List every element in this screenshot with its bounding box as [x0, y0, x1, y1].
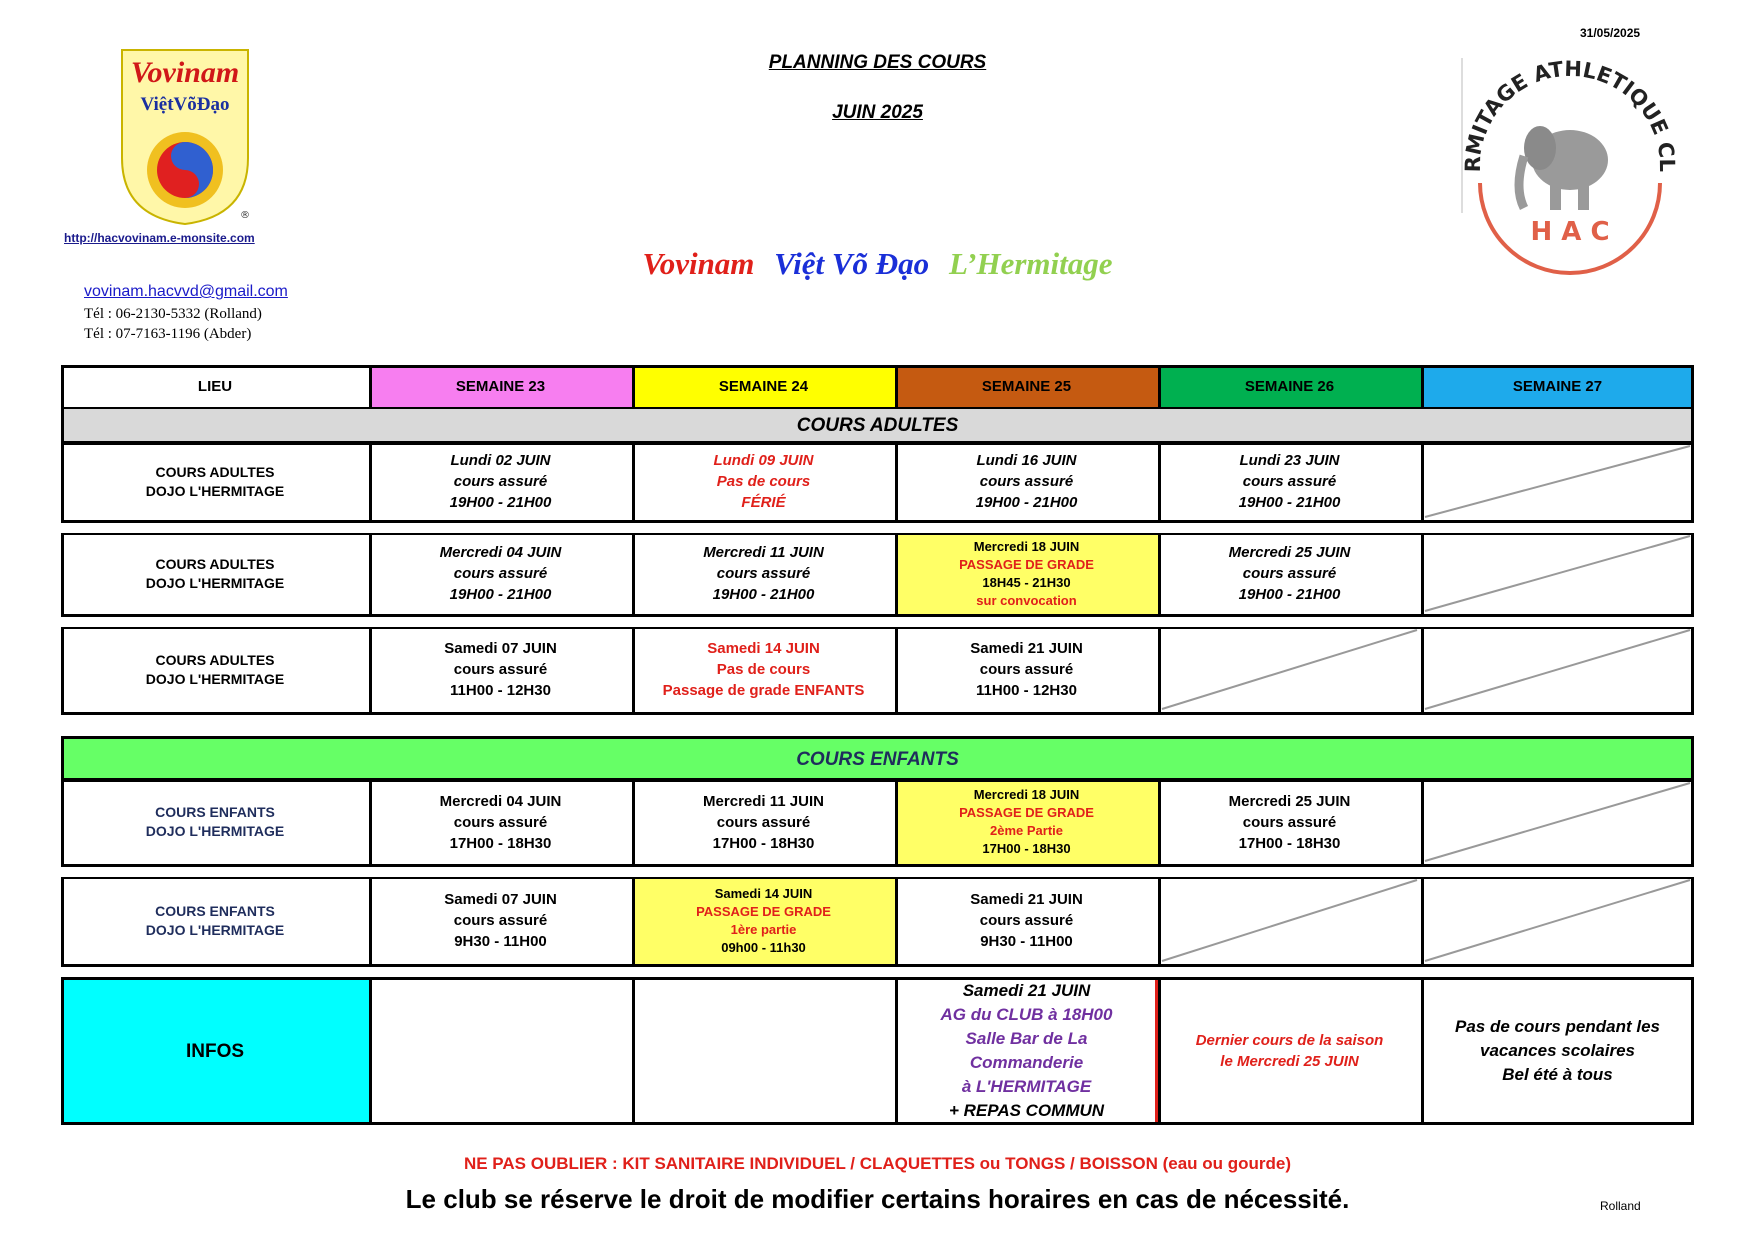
cell-line: cours assuré	[453, 473, 548, 490]
grid-line	[61, 1122, 1694, 1125]
cell-line: cours assuré	[1242, 565, 1337, 582]
cell-line: Lundi 09 JUIN	[713, 452, 814, 469]
grid-line	[1421, 365, 1424, 407]
grid-line	[632, 877, 635, 964]
infos-label: INFOS	[61, 977, 369, 1125]
grid-line	[61, 520, 1694, 522]
brand-hermitage: L’Hermitage	[948, 246, 1113, 281]
cell-line: le Mercredi 25 JUIN	[1220, 1053, 1359, 1070]
cell-line: cours assuré	[979, 912, 1074, 929]
cell-line: Salle Bar de La	[965, 1029, 1088, 1048]
grid-line	[1158, 780, 1161, 864]
grid-line	[61, 977, 1694, 980]
cell-line: 19H00 - 21H00	[975, 494, 1078, 511]
empty-cell-slash	[1421, 627, 1694, 712]
cell-line: AG du CLUB à 18H00	[940, 1005, 1113, 1024]
cell-line: 19H00 - 21H00	[1238, 494, 1341, 511]
header-cell: SEMAINE 26	[1158, 365, 1421, 407]
cell-line: cours assuré	[1242, 813, 1337, 831]
schedule-cell	[1158, 533, 1421, 614]
cell-line: à L'HERMITAGE	[961, 1077, 1092, 1096]
grid-line	[895, 627, 898, 712]
grid-line	[632, 627, 635, 712]
cell-line: DOJO L'HERMITAGE	[145, 823, 285, 839]
brand-vovinam: Vovinam	[642, 246, 755, 281]
grid-line	[61, 365, 64, 407]
cell-line: sur convocation	[976, 592, 1077, 608]
cell-line: Mercredi 11 JUIN	[703, 544, 824, 561]
lieu-cell	[61, 780, 369, 864]
cell-line: vacances scolaires	[1479, 1041, 1635, 1060]
cell-line: Samedi 14 JUIN	[714, 885, 813, 901]
cell-line: Pas de cours	[716, 661, 811, 678]
grid-line	[632, 443, 635, 520]
cell-line: DOJO L'HERMITAGE	[145, 921, 285, 938]
grid-line	[1691, 365, 1694, 407]
cell-line: cours assuré	[716, 813, 811, 831]
grid-line	[61, 864, 1694, 866]
grid-line	[61, 443, 64, 520]
cell-line: Bel été à tous	[1502, 1065, 1613, 1084]
schedule-cell	[895, 627, 1158, 712]
schedule-cell	[632, 877, 895, 964]
cell-line: Samedi 21 JUIN	[962, 981, 1091, 1000]
header-cell: SEMAINE 24	[632, 365, 895, 407]
cell-line: COURS ENFANTS	[155, 804, 275, 820]
header-cell: SEMAINE 23	[369, 365, 632, 407]
band-enfants: COURS ENFANTS	[61, 738, 1694, 780]
cell-line: Lundi 16 JUIN	[976, 452, 1077, 469]
grid-line	[1158, 977, 1161, 1125]
cell-line: Dernier cours de la saison	[1195, 1032, 1384, 1049]
cell-line: Samedi 07 JUIN	[444, 640, 557, 657]
cell-line: Samedi 21 JUIN	[970, 640, 1083, 657]
empty-cell-slash	[1421, 443, 1694, 520]
cell-line: 09h00 - 11h30	[721, 939, 806, 955]
cell-line: DOJO L'HERMITAGE	[145, 482, 285, 499]
schedule-cell	[1158, 443, 1421, 520]
grid-line	[1691, 780, 1694, 864]
cell-line: Mercredi 04 JUIN	[439, 544, 562, 561]
grid-line	[61, 627, 64, 712]
grid-line	[61, 736, 1694, 739]
cell-line: 11H00 - 12H30	[976, 682, 1077, 699]
page-title: PLANNING DES COURS	[768, 52, 987, 73]
cell-line: FÉRIÉ	[741, 494, 786, 511]
grid-line	[61, 977, 64, 1125]
cell-line: Mercredi 18 JUIN	[973, 787, 1080, 802]
empty-cell-slash	[1421, 533, 1694, 614]
grid-line	[1421, 443, 1424, 520]
cell-line: 1ère partie	[730, 921, 797, 937]
cell-line: COURS ADULTES	[155, 555, 275, 572]
grid-line	[1421, 627, 1424, 712]
grid-line	[1158, 365, 1161, 407]
schedule-cell	[369, 877, 632, 964]
cell-line: Mercredi 18 JUIN	[973, 538, 1080, 554]
schedule-cell	[632, 780, 895, 864]
page-month: JUIN 2025	[832, 102, 923, 123]
cell-line: PASSAGE DE GRADE	[696, 903, 831, 919]
contact-phone-1: Tél : 06-2130-5332 (Rolland)	[84, 306, 262, 322]
cell-line: Commanderie	[969, 1053, 1084, 1072]
grid-line	[1421, 780, 1424, 864]
cell-line: 19H00 - 21H00	[1238, 586, 1341, 603]
lieu-cell	[61, 533, 369, 614]
cell-line: Lundi 23 JUIN	[1239, 452, 1340, 469]
band-adultes: COURS ADULTES	[61, 407, 1694, 443]
cell-line: cours assuré	[1242, 473, 1337, 490]
cell-line: cours assuré	[453, 912, 548, 929]
schedule-cell	[895, 780, 1158, 864]
grid-line	[61, 627, 1694, 629]
cell-line: 9H30 - 11H00	[980, 933, 1073, 950]
grid-line	[1691, 736, 1694, 780]
cell-line: 19H00 - 21H00	[712, 586, 815, 603]
brand-vietvodao: Việt Võ Đạo	[774, 246, 930, 281]
grid-line	[1158, 627, 1161, 712]
cell-line: 17H00 - 18H30	[449, 834, 552, 852]
cell-line: Mercredi 25 JUIN	[1228, 792, 1351, 810]
cell-line: 9H30 - 11H00	[454, 933, 547, 950]
logo-right-arc: RMITAGE ATHLETIQUE CL	[1460, 56, 1678, 173]
grid-line	[895, 533, 898, 614]
grid-line	[61, 964, 1694, 966]
cell-line: 2ème Partie	[990, 823, 1063, 838]
grid-line	[1158, 533, 1161, 614]
cell-line: 17H00 - 18H30	[982, 841, 1071, 856]
grid-line	[1691, 407, 1694, 443]
grid-line	[61, 533, 1694, 535]
grid-line	[369, 365, 372, 407]
infos-holidays	[1421, 977, 1694, 1125]
grid-line	[1691, 977, 1694, 1125]
grid-line	[369, 877, 372, 964]
cell-line: COURS ENFANTS	[155, 902, 275, 919]
cell-line: Mercredi 04 JUIN	[439, 792, 562, 810]
cell-line: cours assuré	[453, 813, 548, 831]
header-cell: LIEU	[61, 365, 369, 407]
grid-line	[1421, 877, 1424, 964]
lieu-cell	[61, 877, 369, 964]
grid-line	[61, 778, 1694, 781]
grid-line	[1158, 443, 1161, 520]
schedule-cell	[895, 877, 1158, 964]
cell-line: Samedi 07 JUIN	[444, 891, 557, 908]
cell-line: 19H00 - 21H00	[449, 586, 552, 603]
cell-line: 17H00 - 18H30	[1238, 834, 1341, 852]
cell-line: COURS ADULTES	[155, 463, 275, 480]
grid-line	[1421, 533, 1424, 614]
grid-line	[369, 627, 372, 712]
cell-line: Lundi 02 JUIN	[450, 452, 551, 469]
grid-line	[61, 712, 1694, 714]
grid-line	[895, 877, 898, 964]
cell-line: cours assuré	[979, 661, 1074, 678]
schedule-notice: Le club se réserve le droit de modifier certains horaires en cas de nécessité.	[405, 1184, 1350, 1214]
cell-line: + REPAS COMMUN	[948, 1101, 1105, 1120]
cell-line: Samedi 14 JUIN	[707, 640, 820, 657]
grid-line	[1421, 977, 1424, 1125]
grid-line	[895, 977, 898, 1125]
empty-cell-slash	[1158, 627, 1421, 712]
schedule-cell	[369, 443, 632, 520]
lieu-cell	[61, 443, 369, 520]
grid-line	[1691, 443, 1694, 520]
cell-line: Passage de grade ENFANTS	[662, 682, 865, 699]
contact-phone-2: Tél : 07-7163-1196 (Abder)	[84, 326, 252, 342]
infos-last-class	[1158, 977, 1421, 1125]
logo-left-line2: ViệtVõĐạo	[140, 94, 230, 115]
cell-line: Mercredi 25 JUIN	[1228, 544, 1351, 561]
grid-line	[61, 877, 64, 964]
cell-line: Mercredi 11 JUIN	[703, 792, 824, 810]
schedule-cell	[369, 780, 632, 864]
cell-line: Samedi 21 JUIN	[970, 891, 1083, 908]
grid-line	[632, 780, 635, 864]
grid-line	[61, 736, 64, 780]
logo-right-letters: H A C	[1530, 217, 1610, 247]
cell-line: 18H45 - 21H30	[982, 574, 1071, 590]
grid-line	[61, 877, 1694, 879]
cell-line: 19H00 - 21H00	[449, 494, 552, 511]
cell-line: cours assuré	[979, 473, 1074, 490]
schedule-cell	[369, 627, 632, 712]
grid-line	[369, 780, 372, 864]
grid-line	[61, 407, 64, 443]
schedule-cell	[1158, 780, 1421, 864]
equipment-reminder: NE PAS OUBLIER : KIT SANITAIRE INDIVIDUEL / CLAQUETTES ou TONGS / BOISSON (eau ou gourde)	[463, 1154, 1292, 1173]
grid-line	[1691, 877, 1694, 964]
grid-line	[369, 533, 372, 614]
grid-line	[632, 365, 635, 407]
vovinam-logo	[118, 48, 252, 226]
author-name: Rolland	[1600, 1199, 1641, 1213]
svg-text:®: ®	[240, 210, 250, 221]
schedule-cell	[369, 533, 632, 614]
header-cell: SEMAINE 27	[1421, 365, 1694, 407]
cell-line: cours assuré	[716, 565, 811, 582]
schedule-cell	[895, 443, 1158, 520]
cell-line: 11H00 - 12H30	[450, 682, 551, 699]
grid-line	[1691, 533, 1694, 614]
logo-left-line1: Vovinam	[130, 56, 240, 89]
grid-line	[61, 443, 1694, 445]
grid-line	[895, 443, 898, 520]
header-cell: SEMAINE 25	[895, 365, 1158, 407]
cell-line: cours assuré	[453, 661, 548, 678]
brand-title	[0, 246, 1755, 282]
cell-line: Pas de cours pendant les	[1454, 1017, 1660, 1036]
cell-line: PASSAGE DE GRADE	[959, 805, 1094, 820]
cell-line: PASSAGE DE GRADE	[959, 556, 1094, 572]
cell-line: DOJO L'HERMITAGE	[145, 574, 285, 591]
grid-line	[61, 407, 1694, 409]
schedule-cell	[632, 627, 895, 712]
grid-line	[61, 614, 1694, 616]
cell-line: cours assuré	[453, 565, 548, 582]
cell-line: Pas de cours	[716, 473, 811, 490]
grid-line	[1158, 877, 1161, 964]
website-link[interactable]: http://hacvovinam.e-monsite.com	[64, 231, 255, 245]
grid-line	[61, 780, 64, 864]
empty-cell-slash	[1158, 877, 1421, 964]
cell-line: DOJO L'HERMITAGE	[145, 670, 285, 687]
infos-general-assembly	[895, 977, 1158, 1125]
lieu-cell	[61, 627, 369, 712]
grid-line	[61, 365, 1694, 368]
empty-cell-slash	[1421, 780, 1694, 864]
schedule-table	[61, 365, 1694, 1127]
schedule-cell	[632, 533, 895, 614]
grid-line	[369, 977, 372, 1125]
grid-line	[369, 443, 372, 520]
schedule-cell	[632, 443, 895, 520]
infos-empty	[369, 977, 632, 1125]
grid-line	[895, 365, 898, 407]
grid-line	[1691, 627, 1694, 712]
hac-club-logo	[1458, 48, 1678, 276]
grid-line	[632, 977, 635, 1125]
grid-line	[895, 780, 898, 864]
grid-line	[632, 533, 635, 614]
schedule-cell	[895, 533, 1158, 614]
document-date: 31/05/2025	[1580, 26, 1641, 40]
cell-line: 17H00 - 18H30	[712, 834, 815, 852]
infos-empty	[632, 977, 895, 1125]
cell-line: COURS ADULTES	[155, 651, 275, 668]
contact-email[interactable]: vovinam.hacvvd@gmail.com	[84, 283, 288, 300]
grid-line	[61, 533, 64, 614]
empty-cell-slash	[1421, 877, 1694, 964]
